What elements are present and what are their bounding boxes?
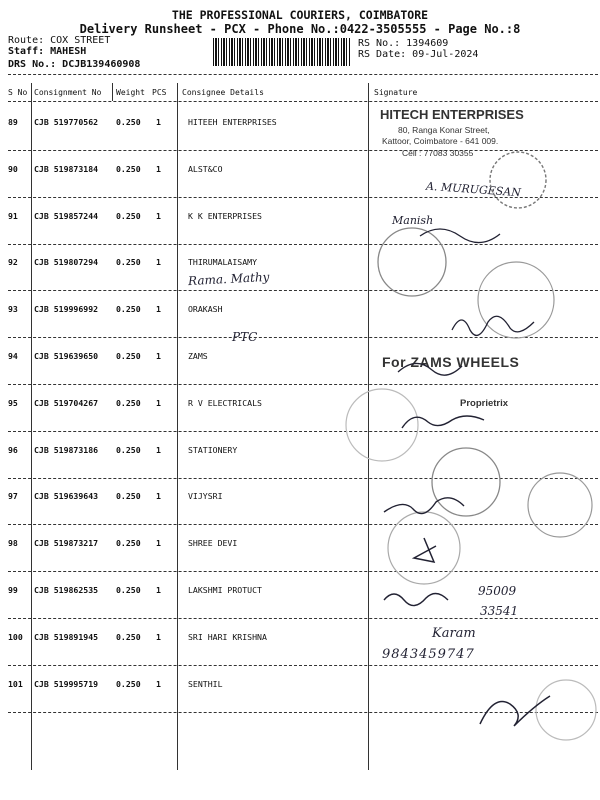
- cell-consignment: CJB 519995719: [34, 679, 99, 689]
- cell-consignment: CJB 519862535: [34, 585, 99, 595]
- col-header-pcs: PCS: [152, 88, 167, 97]
- cell-weight: 0.250: [116, 117, 141, 127]
- cell-consignee: ZAMS: [188, 351, 208, 361]
- sheet-title: Delivery Runsheet - PCX - Phone No.:0422-3505555 - Page No.:8: [79, 22, 521, 36]
- cell-weight: 0.250: [116, 632, 141, 642]
- cell-sno: 98: [8, 538, 18, 548]
- cell-consignee: ALST&CO: [188, 164, 223, 174]
- cell-consignee: ORAKASH: [188, 304, 223, 314]
- cell-sno: 97: [8, 491, 18, 501]
- cell-consignment: CJB 519770562: [34, 117, 99, 127]
- signature-row90: A. MURUGESAN: [425, 179, 522, 200]
- round-stamp-row95: [346, 389, 418, 461]
- handwritten-number-row99a: 95009: [478, 584, 517, 598]
- rs-date: RS Date: 09-Jul-2024: [358, 49, 479, 60]
- cell-weight: 0.250: [116, 351, 141, 361]
- cell-consignment: CJB 519639650: [34, 351, 99, 361]
- cell-weight: 0.250: [116, 164, 141, 174]
- cell-pcs: 1: [156, 585, 161, 595]
- cell-consignment: CJB 519891945: [34, 632, 99, 642]
- cell-consignee: SHREE DEVI: [188, 538, 238, 548]
- cell-weight: 0.250: [116, 491, 141, 501]
- cell-pcs: 1: [156, 632, 161, 642]
- rs-number: RS No.: 1394609: [358, 38, 449, 49]
- proprietrix-stamp: Proprietrix: [460, 398, 509, 409]
- cell-pcs: 1: [156, 211, 161, 221]
- cell-pcs: 1: [156, 351, 161, 361]
- cell-sno: 96: [8, 445, 18, 455]
- cell-pcs: 1: [156, 304, 161, 314]
- cell-weight: 0.250: [116, 679, 141, 689]
- cell-consignee: HITEEH ENTERPRISES: [188, 117, 277, 127]
- round-stamp-row98: [388, 512, 460, 584]
- cell-consignment: CJB 519807294: [34, 257, 99, 267]
- cell-weight: 0.250: [116, 538, 141, 548]
- cell-sno: 100: [8, 632, 23, 642]
- drs-number: DRS No.: DCJB139460908: [8, 59, 141, 70]
- zams-stamp: For ZAMS WHEELS: [382, 354, 520, 370]
- cell-pcs: 1: [156, 445, 161, 455]
- hitech-stamp-cell: Cell : 77083 30355: [402, 148, 474, 158]
- signature-scribble-row98: [414, 538, 436, 562]
- cell-consignment: CJB 519857244: [34, 211, 99, 221]
- staff-label: Staff: MAHESH: [8, 46, 87, 57]
- cell-consignment: CJB 519996992: [34, 304, 99, 314]
- cell-consignee: THIRUMALAISAMY: [188, 257, 258, 267]
- signature-row93: PTC: [232, 330, 258, 344]
- cell-sno: 99: [8, 585, 18, 595]
- cell-weight: 0.250: [116, 445, 141, 455]
- cell-consignment: CJB 519639643: [34, 491, 99, 501]
- cell-sno: 91: [8, 211, 18, 221]
- cell-consignee: VIJYSRI: [188, 491, 223, 501]
- cell-pcs: 1: [156, 491, 161, 501]
- cell-consignment: CJB 519873217: [34, 538, 99, 548]
- cell-sno: 92: [8, 257, 18, 267]
- cell-weight: 0.250: [116, 585, 141, 595]
- cell-pcs: 1: [156, 117, 161, 127]
- col-header-consignment: Consignment No: [34, 88, 102, 97]
- round-stamp-row93: [478, 262, 554, 338]
- company-title: THE PROFESSIONAL COURIERS, COIMBATORE: [171, 8, 429, 22]
- signature-scribble-row97: [384, 498, 464, 514]
- cell-consignee: SENTHIL: [188, 679, 223, 689]
- cell-pcs: 1: [156, 257, 161, 267]
- signature-scribble-row91: [420, 229, 500, 243]
- handwriting-scribble-row99: [384, 593, 448, 605]
- cell-pcs: 1: [156, 538, 161, 548]
- cell-consignment: CJB 519873184: [34, 164, 99, 174]
- signature-row92: Rama. Mathy: [187, 269, 270, 289]
- cell-consignment: CJB 519873186: [34, 445, 99, 455]
- cell-consignee: STATIONERY: [188, 445, 238, 455]
- cell-sno: 95: [8, 398, 18, 408]
- cell-sno: 90: [8, 164, 18, 174]
- cell-sno: 89: [8, 117, 18, 127]
- cell-consignee: SRI HARI KRISHNA: [188, 632, 267, 642]
- cell-sno: 101: [8, 679, 23, 689]
- hitech-stamp-address1: 80, Ranga Konar Street,: [398, 125, 490, 135]
- cell-weight: 0.250: [116, 304, 141, 314]
- cell-pcs: 1: [156, 164, 161, 174]
- cell-consignee: R V ELECTRICALS: [188, 398, 262, 408]
- cell-pcs: 1: [156, 398, 161, 408]
- col-header-sno: S No: [8, 88, 28, 97]
- handwritten-phone-row100: 9843459747: [382, 647, 475, 662]
- cell-sno: 93: [8, 304, 18, 314]
- round-stamp-row96: [432, 448, 500, 516]
- hitech-stamp-address2: Kattoor, Coimbatore - 641 009.: [382, 136, 499, 146]
- route-label: Route: COX STREET: [8, 35, 111, 46]
- hitech-stamp-name: HITECH ENTERPRISES: [380, 107, 524, 122]
- col-header-signature: Signature: [374, 88, 418, 97]
- round-stamp-row101: [536, 680, 596, 740]
- col-header-consignee: Consignee Details: [182, 88, 264, 97]
- round-stamp-row92: [378, 228, 446, 296]
- signature-row91: Manish: [392, 214, 434, 227]
- signature-scribble-row93: [452, 316, 534, 335]
- cell-consignee: K K ENTERPRISES: [188, 211, 262, 221]
- col-header-weight: Weight: [116, 88, 145, 97]
- round-stamp-row97: [528, 473, 592, 537]
- cell-weight: 0.250: [116, 257, 141, 267]
- signature-scribble-row95: [402, 416, 484, 428]
- handwritten-number-row99b: 33541: [480, 604, 519, 618]
- cell-sno: 94: [8, 351, 18, 361]
- cell-weight: 0.250: [116, 398, 141, 408]
- cell-pcs: 1: [156, 679, 161, 689]
- cell-consignment: CJB 519704267: [34, 398, 99, 408]
- cell-weight: 0.250: [116, 211, 141, 221]
- round-stamp-row90: [490, 152, 546, 208]
- signature-scribble-row101: [480, 696, 550, 726]
- cell-consignee: LAKSHMI PROTUCT: [188, 585, 262, 595]
- signature-scribble-zams: [398, 363, 462, 375]
- signature-row100: Karam: [432, 626, 476, 641]
